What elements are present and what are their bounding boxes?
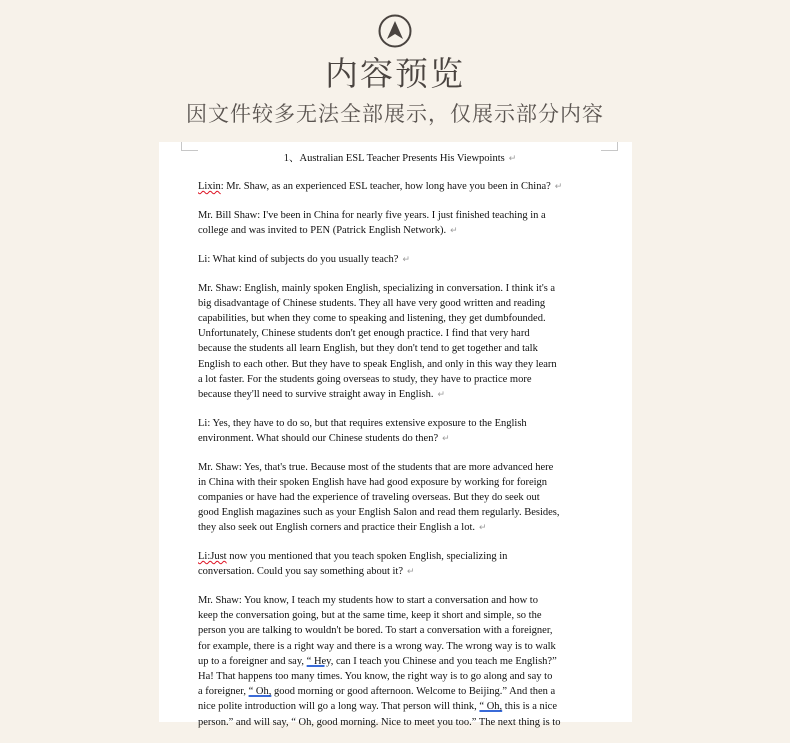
document-body bbox=[198, 151, 602, 743]
document-preview bbox=[159, 142, 632, 728]
paragraph: Li: What kind of subjects do you usually teach? ↵ bbox=[198, 253, 410, 265]
page-corner-mark bbox=[601, 142, 618, 151]
paragraph: Mr. Bill Shaw: I've been in China for nearly five years. I just finished teaching in a college and was invited to PEN (Patrick English Network). ↵ bbox=[198, 209, 546, 237]
speaker-name: Lixin bbox=[198, 181, 221, 193]
preview-logo-icon bbox=[378, 14, 412, 48]
paragraph: Li:Just now you mentioned that you teach spoken English, specializing in conversation. Could you say something about it? ↵ bbox=[198, 551, 508, 578]
speaker-name: Li:Just bbox=[198, 551, 227, 563]
page-corner-mark bbox=[181, 142, 198, 151]
page-title: 内容预览 bbox=[325, 54, 465, 93]
paragraph: Mr. Shaw: Yes, that's true. Because most of the students that are more advanced here in China with their spoken English have had good exposure by working for foreign companies or have had the experience of traveling overseas. But they do seek out good English magazines such as your English Salon and read them regularly. Besides, they also seek out English corners and practice their English a lot. ↵ bbox=[198, 461, 560, 534]
paragraph: Mr. Shaw: You know, I teach my students how to start a conversation and how to keep the conversation going, but at the same time, keep it short and simple, so the person you are talking to wouldn't be bored. To start a conversation with a foreigner, for example, there is a right way and there is a wrong way. The wrong way is to walk up to a foreigner and say, “ Hey, can I teach you Chinese and you teach me English?” Ha! That happens too many times. You know, the right way is to go along and say to a foreigner, “ Oh, good morning or good afternoon. Welcome to Beijing.” And then a nice polite introduction will go a long way. That person will think, “ Oh, this is a nice person.” and will say, “ Oh, good morning. Nice to meet you too.” The next thing is to bbox=[198, 594, 561, 728]
paragraph: Li: Yes, they have to do so, but that requires extensive exposure to the English environment. What should our Chinese students do then? ↵ bbox=[198, 417, 527, 444]
paragraph: Mr. Shaw: English, mainly spoken English, specializing in conversation. I think it's a big disadvantage of Chinese students. They all have very good written and reading capabilities, but when they come to speaking and listening, they get dumbfounded. Unfortunately, Chinese students don't get enough practice. I find that very hard because the students all learn English, but they don't tend to get together and talk English to each other. But they have to speak English, and only in this way they learn a lot faster. For the students going overseas to study, they have to practice more because they'll need to survive straight away in English. ↵ bbox=[198, 282, 557, 400]
document-title: 1、Australian ESL Teacher Presents His Viewpoints ↵ bbox=[283, 153, 517, 164]
page-subtitle: 因文件较多无法全部展示，仅展示部分内容 bbox=[186, 102, 604, 126]
paragraph: Lixin: Mr. Shaw, as an experienced ESL teacher, how long have you been in China? ↵ bbox=[198, 181, 563, 193]
